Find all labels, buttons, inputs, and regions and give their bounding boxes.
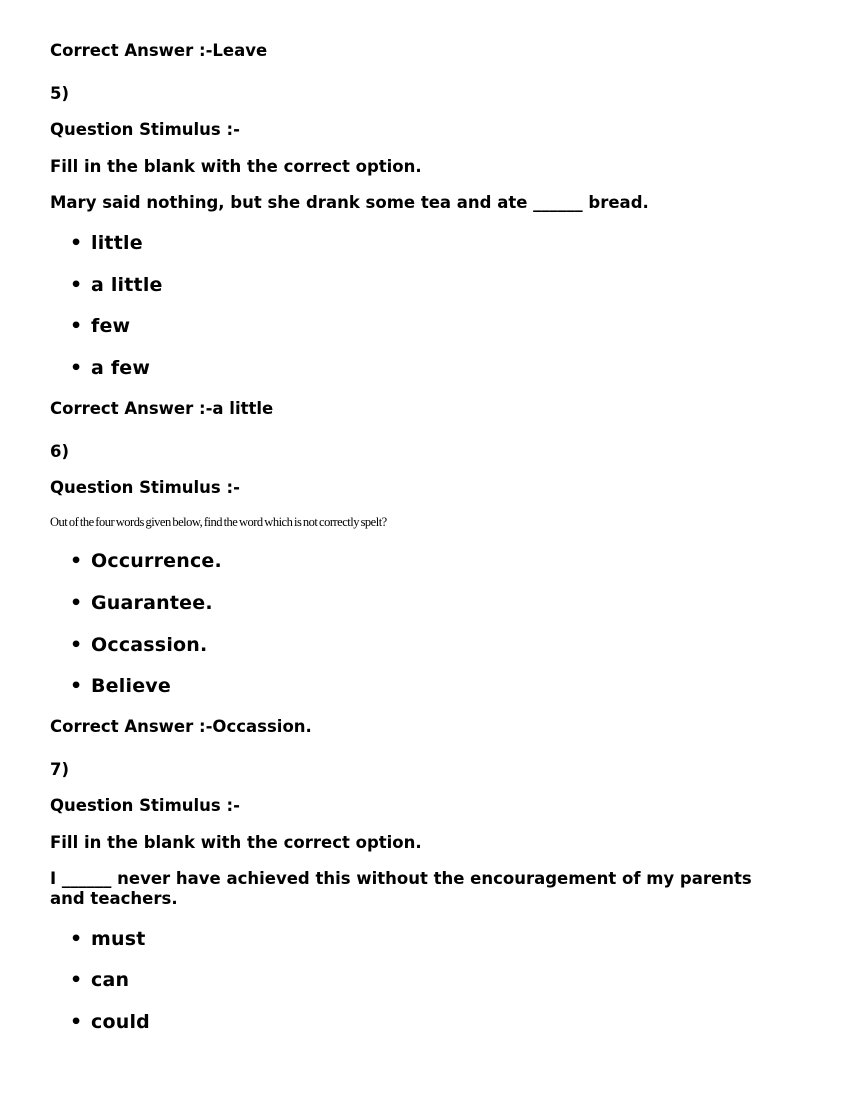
question-number-7: 7)	[50, 760, 70, 779]
bullet-icon: •	[70, 592, 83, 614]
question-stimulus-label-5: Question Stimulus :-	[50, 120, 240, 139]
option-item	[70, 675, 171, 697]
option-item	[70, 274, 163, 296]
correct-answer-prev: Correct Answer :-Leave	[50, 41, 268, 60]
option-text: Occurrence.	[91, 550, 222, 572]
option-item	[70, 315, 130, 337]
option-text: can	[91, 969, 130, 991]
option-text: little	[91, 232, 143, 254]
bullet-icon: •	[70, 274, 83, 296]
option-item	[70, 357, 150, 379]
bullet-icon: •	[70, 315, 83, 337]
question-stimulus-label-7: Question Stimulus :-	[50, 796, 240, 815]
option-text: could	[91, 1011, 150, 1033]
question-number-5: 5)	[50, 84, 70, 103]
bullet-icon: •	[70, 969, 83, 991]
bullet-icon: •	[70, 550, 83, 572]
option-text: Occassion.	[91, 634, 208, 656]
option-item	[70, 928, 146, 950]
bullet-icon: •	[70, 232, 83, 254]
correct-answer-5: Correct Answer :-a little	[50, 399, 274, 418]
option-item	[70, 232, 143, 254]
question-number-6: 6)	[50, 442, 70, 461]
option-item	[70, 634, 207, 656]
question-sentence-5: Mary said nothing, but she drank some tea and ate ______ bread.	[50, 193, 649, 212]
correct-answer-6: Correct Answer :-Occassion.	[50, 717, 312, 736]
bullet-icon: •	[70, 357, 83, 379]
bullet-icon: •	[70, 928, 83, 950]
bullet-icon: •	[70, 675, 83, 697]
question-stimulus-label-6: Question Stimulus :-	[50, 478, 240, 497]
question-sentence-7: I ______ never have achieved this without the encouragement of my parents and teachers.	[50, 869, 752, 908]
bullet-icon: •	[70, 1011, 83, 1033]
option-text: few	[91, 315, 131, 337]
option-text: must	[91, 928, 146, 950]
option-text: Believe	[91, 675, 171, 697]
option-item	[70, 1011, 150, 1033]
option-item	[70, 550, 222, 572]
option-item	[70, 969, 129, 991]
option-text: a little	[91, 274, 163, 296]
question-instruction-5: Fill in the blank with the correct option.	[50, 157, 422, 176]
bullet-icon: •	[70, 634, 83, 656]
option-text: Guarantee.	[91, 592, 213, 614]
option-text: a few	[91, 357, 151, 379]
question-instruction-7: Fill in the blank with the correct option.	[50, 833, 422, 852]
option-item	[70, 592, 213, 614]
question-instruction-6: Out of the four words given below, find the word which is not correctly spelt?	[50, 515, 387, 529]
